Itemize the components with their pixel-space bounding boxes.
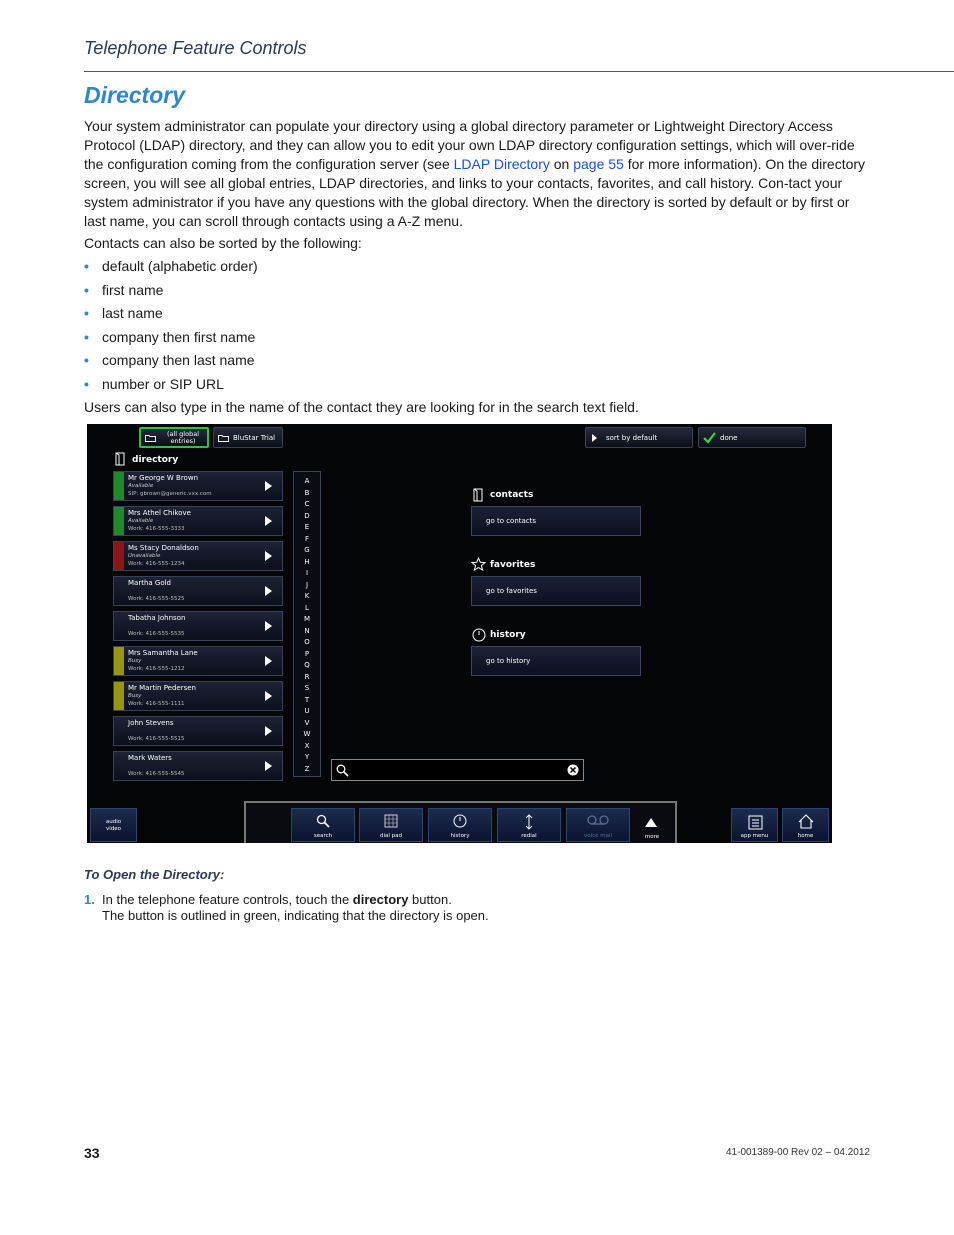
dial-pad-icon xyxy=(384,814,398,828)
contact-row[interactable]: Mrs Athel Chikove Available Work: 416-555-3333 xyxy=(113,506,283,536)
chevron-right-icon xyxy=(265,516,272,526)
search-icon xyxy=(336,764,349,777)
az-letter[interactable]: O xyxy=(304,638,310,646)
list-item: • number or SIP URL xyxy=(84,375,224,392)
step-number: 1. xyxy=(84,892,95,907)
voice-mail-button[interactable]: voice mail xyxy=(566,808,630,842)
az-letter[interactable]: Y xyxy=(304,753,310,761)
go-to-contacts-button[interactable]: go to contacts xyxy=(471,506,641,536)
clock-icon xyxy=(472,628,486,642)
all-global-entries-button[interactable]: (all global entries) xyxy=(139,427,209,448)
chevron-right-icon xyxy=(265,551,272,561)
page-55-link[interactable]: page 55 xyxy=(573,156,624,172)
chevron-right-icon xyxy=(265,586,272,596)
blustar-trial-button[interactable]: BluStar Trial xyxy=(213,427,283,448)
az-letter[interactable]: G xyxy=(304,546,310,554)
page-title: Directory xyxy=(84,82,185,108)
az-letter[interactable]: C xyxy=(304,500,310,508)
az-letter[interactable]: E xyxy=(304,523,310,531)
list-item: • first name xyxy=(84,281,164,298)
status-indicator xyxy=(114,542,124,570)
intro-paragraph: Your system administrator can populate your directory using a global directory parameter or Lightweight Directory Access Protocol (LDAP) directory, and they can allow you to edit your own LDAP directory configuration settings, which will over-ride the configuration coming from the configuration server (see LDAP Directory on page 55 for more information). On the directory screen, you will see all global entries, LDAP directories, and links to your contacts, favorites, and call history. Con-tact your system administrator if you have any questions with the global directory. When the directory is sorted by default or by first or last name, you can scroll through contacts using a A-Z menu. xyxy=(84,118,866,229)
search-button[interactable]: search xyxy=(291,808,355,842)
header-rule xyxy=(84,71,954,72)
status-indicator xyxy=(114,472,124,500)
az-letter[interactable]: J xyxy=(305,580,309,589)
az-letter[interactable]: H xyxy=(304,557,310,566)
status-indicator xyxy=(114,647,124,675)
directory-label: directory xyxy=(132,455,179,465)
contact-row[interactable]: Mrs Samantha Lane Busy Work: 416-555-1212 xyxy=(113,646,283,676)
contacts-label: contacts xyxy=(490,490,534,500)
list-item: • company then first name xyxy=(84,328,256,345)
chevron-right-icon xyxy=(265,621,272,631)
az-letter[interactable]: K xyxy=(304,592,310,600)
contact-row[interactable]: Ms Stacy Donaldson Unavailable Work: 416-555-1234 xyxy=(113,541,283,571)
az-letter[interactable]: P xyxy=(304,649,310,658)
chevron-right-icon xyxy=(265,726,272,736)
az-letter[interactable]: V xyxy=(304,718,310,727)
directory-screenshot xyxy=(87,424,832,843)
home-button[interactable]: home xyxy=(782,808,829,842)
a-z-index[interactable] xyxy=(293,471,321,777)
history-button[interactable]: history xyxy=(428,808,492,842)
search-input[interactable] xyxy=(331,759,584,781)
step-text: In the telephone feature controls, touch the directory button. The button is outlined in green, indicating that the directory is open. xyxy=(102,892,489,923)
contact-row[interactable]: John Stevens Work: 416-555-5515 xyxy=(113,716,283,746)
az-letter[interactable]: I xyxy=(305,569,309,577)
chevron-right-icon xyxy=(265,481,272,491)
list-item: • last name xyxy=(84,305,163,321)
section-title: Telephone Feature Controls xyxy=(84,38,307,58)
az-letter[interactable]: R xyxy=(304,672,310,681)
az-letter[interactable]: A xyxy=(304,477,310,485)
contact-row[interactable]: Tabatha Johnson Work: 416-555-5535 xyxy=(113,611,283,641)
chevron-right-icon xyxy=(265,691,272,701)
az-letter[interactable]: B xyxy=(304,488,310,497)
status-indicator xyxy=(114,507,124,535)
az-letter[interactable]: F xyxy=(304,534,310,543)
dial-pad-button[interactable]: dial pad xyxy=(359,808,423,842)
contact-row[interactable]: Mark Waters Work: 416-555-5545 xyxy=(113,751,283,781)
sort-options-list xyxy=(84,258,258,399)
app-menu-button[interactable]: app menu xyxy=(731,808,778,842)
app-menu-icon xyxy=(748,815,763,830)
status-indicator xyxy=(114,682,124,710)
az-letter[interactable]: T xyxy=(304,695,310,704)
done-button[interactable]: done xyxy=(698,427,806,448)
contact-row[interactable]: Mr George W Brown Available SIP: gbrown@generic.vxx.com xyxy=(113,471,283,501)
procedure-title: To Open the Directory: xyxy=(84,867,225,882)
directory-book-icon xyxy=(114,452,126,466)
favorites-label: favorites xyxy=(490,560,536,570)
document-id: 41-001389-00 Rev 02 – 04.2012 xyxy=(725,1147,870,1158)
az-letter[interactable]: S xyxy=(304,684,310,692)
list-item: • company then last name xyxy=(84,352,255,368)
az-letter[interactable]: Q xyxy=(304,661,310,669)
history-label: history xyxy=(490,630,526,640)
az-letter[interactable]: U xyxy=(304,707,310,715)
checkmark-icon xyxy=(703,432,716,444)
voicemail-icon xyxy=(586,814,610,826)
search-icon xyxy=(316,814,330,828)
chevron-right-icon xyxy=(265,656,272,666)
go-to-favorites-button[interactable]: go to favorites xyxy=(471,576,641,606)
go-to-history-button[interactable]: go to history xyxy=(471,646,641,676)
az-letter[interactable]: M xyxy=(303,615,311,623)
redial-arrows-icon xyxy=(524,814,534,830)
az-letter[interactable]: N xyxy=(304,626,310,635)
redial-button[interactable]: redial xyxy=(497,808,561,842)
folder-icon xyxy=(145,434,156,442)
page-number: 33 xyxy=(84,1145,100,1161)
contacts-book-icon xyxy=(472,488,484,502)
contact-row[interactable]: Mr Martin Pedersen Busy Work: 416-555-1111 xyxy=(113,681,283,711)
chevron-right-icon xyxy=(265,761,272,771)
play-arrow-icon xyxy=(592,434,597,442)
contact-row[interactable]: Martha Gold Work: 416-555-5525 xyxy=(113,576,283,606)
az-letter[interactable]: X xyxy=(304,741,310,750)
sort-intro: Contacts can also be sorted by the following: xyxy=(84,235,362,251)
search-note: Users can also type in the name of the contact they are looking for in the search text field. xyxy=(84,399,639,415)
az-letter[interactable]: L xyxy=(305,603,309,612)
star-icon xyxy=(471,557,486,571)
az-letter[interactable]: Z xyxy=(304,764,310,773)
list-item: • default (alphabetic order) xyxy=(84,258,258,274)
more-button[interactable]: more xyxy=(638,808,666,842)
az-letter[interactable]: D xyxy=(304,511,310,520)
up-arrow-icon xyxy=(645,818,657,827)
clear-icon[interactable] xyxy=(567,764,579,776)
clock-icon xyxy=(453,814,467,828)
audio-video-button[interactable]: audio video xyxy=(90,808,137,842)
ldap-directory-link[interactable]: LDAP Directory xyxy=(453,156,550,172)
sort-by-default-button[interactable]: sort by default xyxy=(585,427,693,448)
az-letter[interactable]: W xyxy=(303,730,311,738)
home-icon xyxy=(798,814,814,829)
folder-icon xyxy=(218,434,229,442)
